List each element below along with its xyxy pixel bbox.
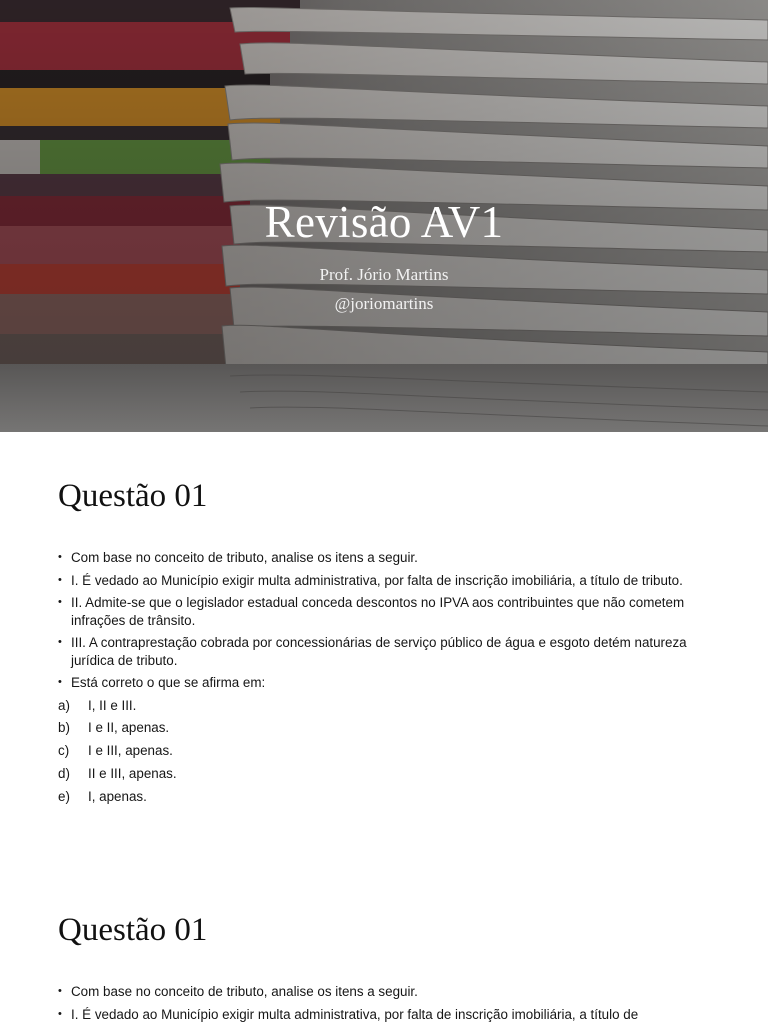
- question-slide: [0, 866, 768, 1024]
- option-letter: b): [58, 720, 70, 736]
- option-text: I, apenas.: [88, 789, 147, 805]
- option-letter: e): [58, 789, 70, 805]
- list-item-text: Com base no conceito de tributo, analise os itens a seguir.: [71, 550, 418, 565]
- option-letter: d): [58, 766, 70, 782]
- slide-body: [58, 983, 708, 1024]
- list-item: [58, 572, 708, 590]
- cover-author: Prof. Jório Martins: [319, 265, 449, 284]
- question-slide: [0, 432, 768, 864]
- answer-option: [58, 788, 708, 806]
- bullet-icon: •: [58, 1007, 62, 1020]
- list-item-text: II. Admite-se que o legislador estadual conceda descontos no IPVA aos contribuintes que não cometem infrações de trânsito.: [71, 595, 685, 628]
- list-item: [58, 594, 708, 629]
- list-item: [58, 674, 708, 692]
- bullet-icon: •: [58, 551, 62, 563]
- list-item-text: Está correto o que se afirma em:: [71, 675, 266, 690]
- slide-title: Questão 01: [58, 912, 208, 948]
- list-item: [58, 983, 708, 1001]
- bullet-icon: •: [58, 985, 62, 997]
- cover-slide: [0, 0, 768, 432]
- list-item: [58, 634, 708, 669]
- cover-title: Revisão AV1: [264, 197, 504, 247]
- list-item: [58, 549, 708, 567]
- answer-option: [58, 697, 708, 715]
- option-letter: c): [58, 743, 70, 759]
- list-item-text: Com base no conceito de tributo, analise os itens a seguir.: [71, 984, 418, 999]
- answer-option: [58, 765, 708, 783]
- cover-handle: @joriomartins: [334, 294, 434, 313]
- slide-title: Questão 01: [58, 478, 208, 514]
- option-text: I e III, apenas.: [88, 743, 173, 759]
- option-letter: a): [58, 697, 70, 713]
- option-text: I, II e III.: [88, 697, 137, 713]
- slide-body: [58, 549, 708, 811]
- option-text: I e II, apenas.: [88, 720, 170, 736]
- answer-option: [58, 742, 708, 760]
- answer-option: [58, 719, 708, 737]
- bullet-icon: •: [58, 636, 62, 648]
- list-item-text: III. A contraprestação cobrada por concessionárias de serviço público de água e esgoto detém natureza jurídica de tributo.: [71, 635, 687, 668]
- list-item-text: I. É vedado ao Município exigir multa administrativa, por falta de inscrição imobiliária, a título de: [71, 1006, 639, 1022]
- option-text: II e III, apenas.: [88, 766, 177, 782]
- bullet-icon: •: [58, 573, 62, 586]
- list-item: [58, 1006, 708, 1024]
- bullet-icon: •: [58, 596, 62, 608]
- list-item-text: I. É vedado ao Município exigir multa administrativa, por falta de inscrição imobiliária, a título de tributo.: [71, 572, 683, 588]
- bullet-icon: •: [58, 676, 62, 688]
